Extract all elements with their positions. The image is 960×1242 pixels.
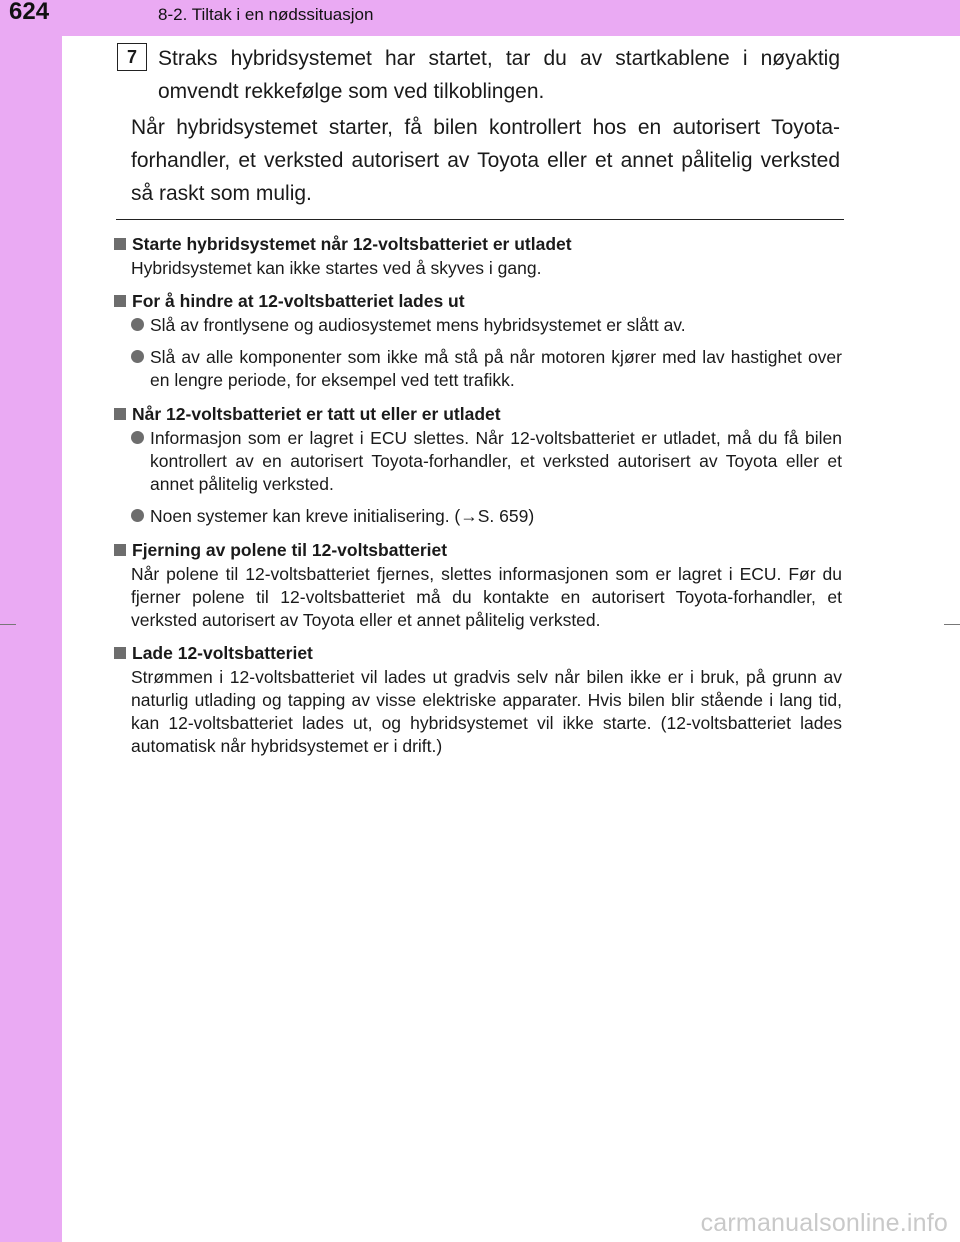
note-body: Strømmen i 12-voltsbatteriet vil lades ut gradvis selv når bilen ikke er i bruk, på grunn av naturlig utlading og tapping av visse elektriske apparater. Hvis bilen blir stående i lang tid, kan 12-voltsbatteriet lades ut, og hybridsystemet vil ikke starte. (12-voltsbatteriet lades automatisk når hybridsystemet er i drift.) <box>131 667 842 756</box>
square-bullet-icon <box>114 295 126 307</box>
list-item <box>131 346 842 392</box>
notes-section <box>114 228 842 766</box>
crop-mark-left <box>0 624 16 625</box>
circle-bullet-icon <box>131 509 144 522</box>
note-block <box>114 288 842 392</box>
note-heading <box>114 537 842 563</box>
list-item-text: Informasjon som er lagret i ECU slettes. Når 12-voltsbatteriet er utladet, må du få bilen kontrollert av en autorisert Toyota-forhandler, et verksted autorisert av Toyota eller et annet pålitelig verksted. <box>150 428 842 494</box>
step-followup-note: Når hybridsystemet starter, få bilen kontrollert hos en autorisert Toyota-forhandler, et verksted autorisert av Toyota eller et annet pålitelig verksted så raskt som mulig. <box>131 116 840 205</box>
square-bullet-icon <box>114 647 126 659</box>
list-item-text: Slå av frontlysene og audiosystemet mens hybridsystemet er slått av. <box>150 315 686 335</box>
step-instruction: Straks hybridsystemet har startet, tar du av startkablene i nøyaktig omvendt rekkefølge som ved tilkoblingen. <box>158 47 840 103</box>
circle-bullet-icon <box>131 431 144 444</box>
header-band <box>0 0 960 36</box>
note-heading-text: Lade 12-voltsbatteriet <box>132 643 313 663</box>
list-item-text: Slå av alle komponenter som ikke må stå på når motoren kjører med lav hastighet over en lengre periode, for eksempel ved tett trafikk. <box>150 347 842 390</box>
list-item <box>131 505 842 528</box>
section-divider <box>116 219 844 220</box>
note-block <box>114 401 842 528</box>
note-heading-text: Starte hybridsystemet når 12-voltsbatteriet er utladet <box>132 234 572 254</box>
note-block <box>114 640 842 758</box>
list-item <box>131 314 842 337</box>
step-number-badge: 7 <box>117 43 147 71</box>
note-heading <box>114 288 842 314</box>
page-number: 624 <box>9 0 50 25</box>
square-bullet-icon <box>114 408 126 420</box>
crop-mark-right <box>944 624 960 625</box>
watermark-text: carmanualsonline.info <box>700 1209 948 1237</box>
note-block <box>114 537 842 632</box>
note-heading <box>114 401 842 427</box>
list-item-text: Noen systemer kan kreve initialisering. (→S. 659) <box>150 506 535 526</box>
side-color-band <box>0 0 62 1242</box>
square-bullet-icon <box>114 544 126 556</box>
note-heading-text: Fjerning av polene til 12-voltsbatteriet <box>132 540 448 560</box>
note-heading <box>114 640 842 666</box>
note-heading-text: For å hindre at 12-voltsbatteriet lades ut <box>132 291 465 311</box>
note-block <box>114 231 842 280</box>
list-item <box>131 427 842 496</box>
circle-bullet-icon <box>131 350 144 363</box>
section-title: 8-2. Tiltak i en nødssituasjon <box>158 5 374 24</box>
note-heading-text: Når 12-voltsbatteriet er tatt ut eller er utladet <box>132 404 501 424</box>
note-heading <box>114 231 842 257</box>
note-body: Hybridsystemet kan ikke startes ved å skyves i gang. <box>131 258 542 278</box>
square-bullet-icon <box>114 238 126 250</box>
circle-bullet-icon <box>131 318 144 331</box>
note-body: Når polene til 12-voltsbatteriet fjernes, slettes informasjonen som er lagret i ECU. Før du fjerner polene til 12-voltsbatteriet må du kontakte en autorisert Toyota-forhandler, et verksted autorisert av Toyota eller et annet pålitelig verksted. <box>131 564 842 630</box>
